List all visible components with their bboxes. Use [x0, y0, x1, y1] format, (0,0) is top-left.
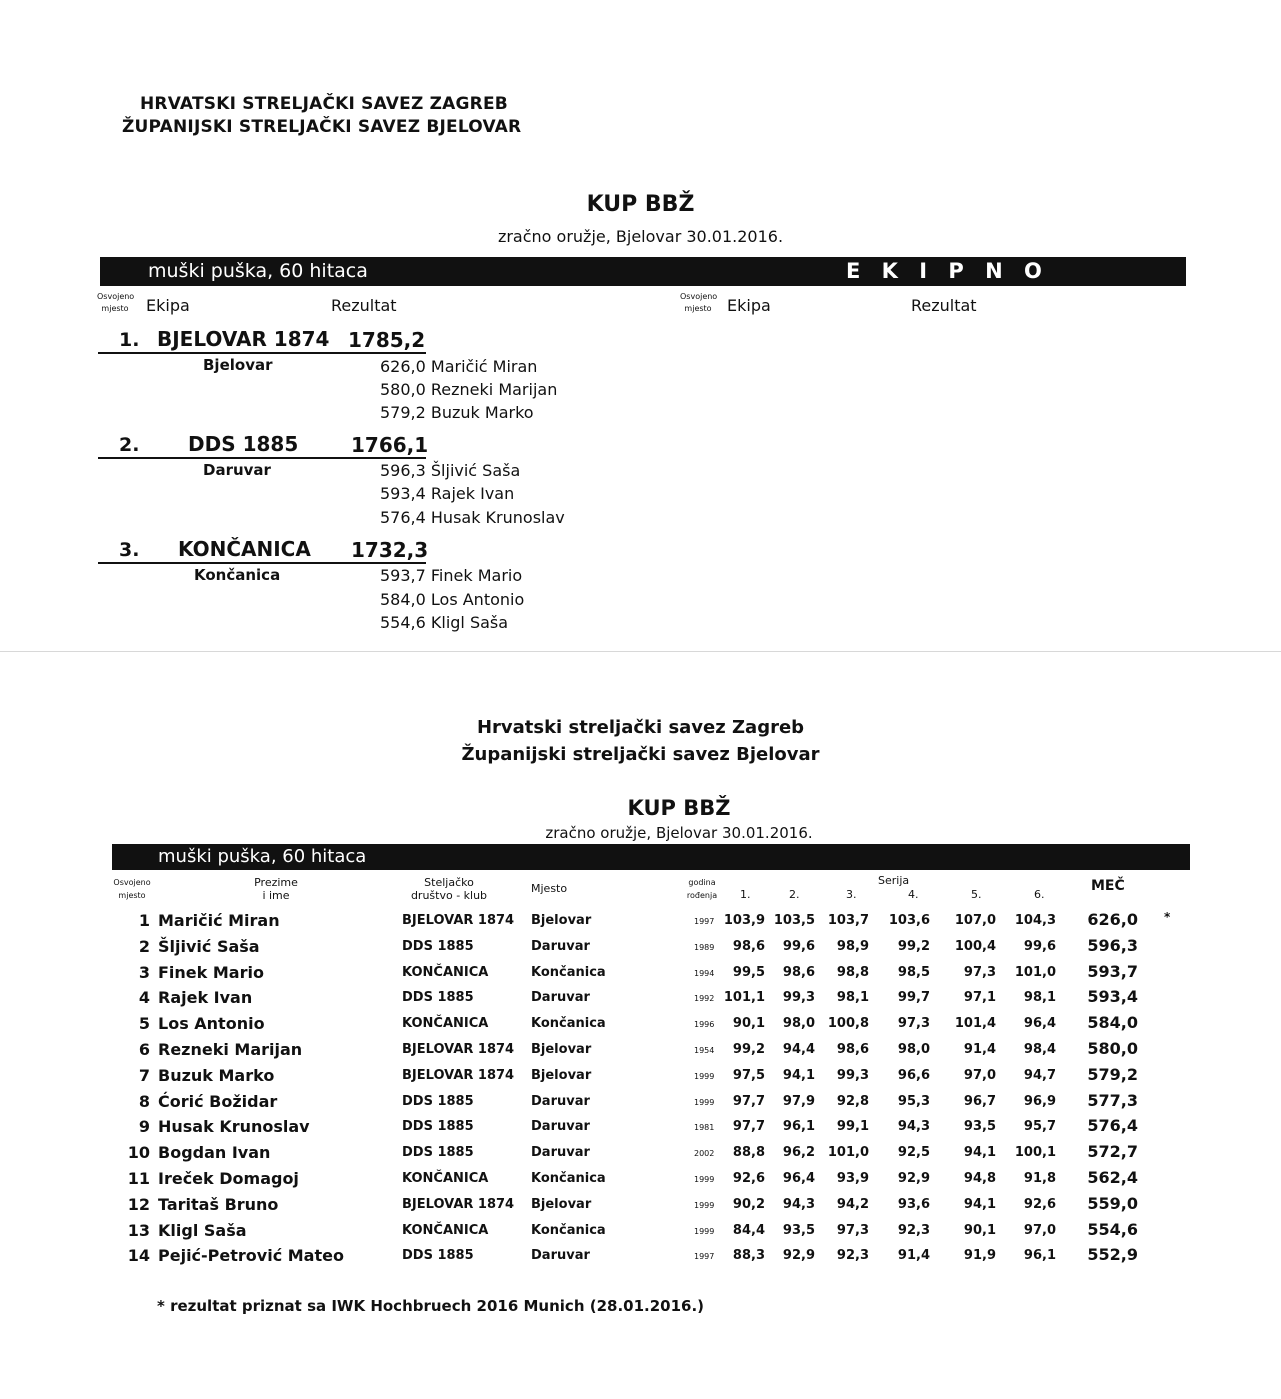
row-series-3: 98,6: [836, 1042, 869, 1057]
col-place-header-right: Osvojeno mjesto: [680, 292, 718, 313]
row-series-2: 94,3: [782, 1197, 815, 1212]
team-city: Daruvar: [203, 461, 271, 479]
page-title-lower: KUP BBŽ: [627, 796, 731, 820]
row-series-3: 98,8: [836, 965, 869, 980]
row-series-5: 91,4: [963, 1042, 996, 1057]
row-year: 1999: [694, 1072, 715, 1081]
row-series-3: 98,1: [836, 990, 869, 1005]
row-year: 1989: [694, 943, 715, 952]
row-city: Daruvar: [531, 1145, 590, 1160]
row-series-5: 97,1: [963, 990, 996, 1005]
row-total: 576,4: [1087, 1116, 1138, 1135]
row-series-5: 100,4: [954, 939, 996, 954]
row-club: BJELOVAR 1874: [402, 913, 515, 928]
row-series-4: 92,5: [897, 1145, 930, 1160]
row-total: 593,7: [1087, 962, 1138, 981]
row-name: Los Antonio: [158, 1014, 265, 1033]
table-row: [0, 1116, 1281, 1142]
th-club: Steljačko društvo - klub: [410, 876, 488, 902]
row-rank: 5: [138, 1014, 150, 1033]
row-rank: 3: [138, 963, 150, 982]
th-s3: 3.: [846, 888, 857, 901]
row-series-4: 94,3: [897, 1119, 930, 1134]
row-series-2: 97,9: [782, 1094, 815, 1109]
org-line-2: ŽUPANIJSKI STRELJAČKI SAVEZ BJELOVAR: [122, 117, 522, 137]
row-series-6: 98,1: [1023, 990, 1056, 1005]
row-year: 1996: [694, 1020, 715, 1029]
row-series-3: 99,3: [836, 1068, 869, 1083]
row-club: KONČANICA: [402, 1016, 489, 1031]
team-rank: 2.: [119, 434, 140, 456]
row-series-1: 84,4: [732, 1223, 765, 1238]
team-member: 626,0 Maričić Miran: [380, 357, 538, 376]
row-rank: 1: [138, 911, 150, 930]
row-series-3: 100,8: [827, 1016, 869, 1031]
row-name: Taritaš Bruno: [158, 1195, 279, 1214]
row-series-1: 88,8: [732, 1145, 765, 1160]
row-series-5: 97,0: [963, 1068, 996, 1083]
row-year: 1999: [694, 1227, 715, 1236]
th-s4: 4.: [908, 888, 919, 901]
row-club: DDS 1885: [402, 990, 474, 1005]
row-series-1: 103,9: [723, 913, 765, 928]
row-series-5: 94,8: [963, 1171, 996, 1186]
row-year: 1997: [694, 917, 715, 926]
row-series-1: 99,2: [732, 1042, 765, 1057]
row-total: 562,4: [1087, 1168, 1138, 1187]
row-series-6: 100,1: [1014, 1145, 1056, 1160]
org-line-2-lower: Županijski streljački savez Bjelovar: [461, 744, 820, 765]
team-member: 576,4 Husak Krunoslav: [380, 508, 565, 527]
row-city: Bjelovar: [531, 1042, 592, 1057]
row-name: Pejić-Petrović Mateo: [158, 1246, 344, 1265]
row-series-4: 93,6: [897, 1197, 930, 1212]
row-year: 1981: [694, 1123, 715, 1132]
table-row: [0, 936, 1281, 962]
row-name: Ćorić Božidar: [158, 1092, 278, 1111]
row-city: Končanica: [531, 1016, 606, 1031]
team-name: DDS 1885: [188, 432, 299, 456]
row-series-5: 97,3: [963, 965, 996, 980]
row-city: Daruvar: [531, 990, 590, 1005]
row-series-3: 93,9: [836, 1171, 869, 1186]
row-rank: 9: [138, 1117, 150, 1136]
table-row: [0, 1168, 1281, 1194]
row-name: Rajek Ivan: [158, 988, 253, 1007]
row-series-6: 96,4: [1023, 1016, 1056, 1031]
row-series-2: 93,5: [782, 1223, 815, 1238]
row-club: DDS 1885: [402, 1248, 474, 1263]
row-rank: 13: [127, 1221, 150, 1240]
row-club: KONČANICA: [402, 1171, 489, 1186]
table-row: [0, 987, 1281, 1013]
row-rank: 12: [127, 1195, 150, 1214]
row-series-3: 103,7: [827, 913, 869, 928]
th-s1: 1.: [740, 888, 751, 901]
row-club: BJELOVAR 1874: [402, 1197, 515, 1212]
row-city: Daruvar: [531, 1248, 590, 1263]
row-series-2: 103,5: [773, 913, 815, 928]
row-series-4: 98,5: [897, 965, 930, 980]
th-s5: 5.: [971, 888, 982, 901]
row-rank: 11: [127, 1169, 150, 1188]
team-total: 1785,2: [348, 328, 426, 352]
row-series-1: 101,1: [723, 990, 765, 1005]
th-place: Osvojeno mjesto: [113, 878, 151, 900]
row-series-3: 92,8: [836, 1094, 869, 1109]
team-city: Končanica: [194, 566, 281, 584]
row-series-3: 92,3: [836, 1248, 869, 1263]
row-city: Bjelovar: [531, 1197, 592, 1212]
col-team-header: Ekipa: [146, 296, 190, 315]
row-club: DDS 1885: [402, 1145, 474, 1160]
row-series-3: 98,9: [836, 939, 869, 954]
row-series-6: 95,7: [1023, 1119, 1056, 1134]
row-club: DDS 1885: [402, 1119, 474, 1134]
page-subtitle-lower: zračno oružje, Bjelovar 30.01.2016.: [545, 824, 813, 842]
table-row: [0, 1142, 1281, 1168]
th-s2: 2.: [789, 888, 800, 901]
team-rank: 1.: [119, 329, 140, 351]
col-place-header: Osvojeno mjesto: [97, 292, 135, 313]
row-series-1: 97,5: [732, 1068, 765, 1083]
row-rank: 8: [138, 1092, 150, 1111]
row-series-6: 96,1: [1023, 1248, 1056, 1263]
row-series-1: 97,7: [732, 1094, 765, 1109]
table-row: [0, 910, 1281, 936]
th-name: Prezime i ime: [254, 876, 298, 902]
row-rank: 4: [138, 988, 150, 1007]
row-series-6: 104,3: [1014, 913, 1056, 928]
table-row: [0, 1039, 1281, 1065]
row-series-4: 96,6: [897, 1068, 930, 1083]
table-row: [0, 1245, 1281, 1271]
row-series-2: 96,2: [782, 1145, 815, 1160]
col-result-header-right: Rezultat: [911, 296, 977, 315]
row-mark: *: [1164, 910, 1171, 924]
row-series-6: 101,0: [1014, 965, 1056, 980]
page-separator: [0, 651, 1281, 652]
row-series-1: 92,6: [732, 1171, 765, 1186]
row-series-2: 98,0: [782, 1016, 815, 1031]
row-rank: 10: [127, 1143, 150, 1162]
row-year: 1997: [694, 1252, 715, 1261]
col-team-header-right: Ekipa: [727, 296, 771, 315]
team-total: 1766,1: [351, 433, 429, 457]
category-label: muški puška, 60 hitaca: [148, 260, 368, 282]
row-total: 552,9: [1087, 1245, 1138, 1264]
row-series-5: 93,5: [963, 1119, 996, 1134]
row-series-6: 99,6: [1023, 939, 1056, 954]
page-title: KUP BBŽ: [586, 192, 695, 217]
col-result-header: Rezultat: [331, 296, 397, 315]
page-subtitle: zračno oružje, Bjelovar 30.01.2016.: [497, 227, 784, 246]
row-club: BJELOVAR 1874: [402, 1068, 515, 1083]
team-member: 580,0 Rezneki Marijan: [380, 380, 558, 399]
row-series-1: 90,1: [732, 1016, 765, 1031]
table-row: [0, 1013, 1281, 1039]
row-series-4: 95,3: [897, 1094, 930, 1109]
row-total: 559,0: [1087, 1194, 1138, 1213]
row-series-5: 96,7: [963, 1094, 996, 1109]
team-name: KONČANICA: [178, 537, 311, 561]
team-underline: [98, 562, 426, 564]
row-series-6: 94,7: [1023, 1068, 1056, 1083]
row-series-5: 90,1: [963, 1223, 996, 1238]
row-year: 1954: [694, 1046, 715, 1055]
row-series-4: 92,9: [897, 1171, 930, 1186]
row-club: DDS 1885: [402, 1094, 474, 1109]
row-series-3: 94,2: [836, 1197, 869, 1212]
row-rank: 14: [127, 1246, 150, 1265]
row-series-2: 99,6: [782, 939, 815, 954]
row-club: KONČANICA: [402, 1223, 489, 1238]
row-total: 577,3: [1087, 1091, 1138, 1110]
row-city: Bjelovar: [531, 913, 592, 928]
table-row: [0, 1220, 1281, 1246]
row-series-4: 92,3: [897, 1223, 930, 1238]
th-city: Mjesto: [531, 882, 568, 895]
row-series-4: 99,7: [897, 990, 930, 1005]
row-series-3: 101,0: [827, 1145, 869, 1160]
row-series-6: 97,0: [1023, 1223, 1056, 1238]
th-year: godina rođenja: [686, 878, 718, 900]
row-name: Kligl Saša: [158, 1221, 247, 1240]
team-member: 579,2 Buzuk Marko: [380, 403, 534, 422]
row-series-1: 99,5: [732, 965, 765, 980]
team-rank: 3.: [119, 539, 140, 561]
team-member: 554,6 Kligl Saša: [380, 613, 509, 632]
row-series-4: 91,4: [897, 1248, 930, 1263]
row-club: BJELOVAR 1874: [402, 1042, 515, 1057]
row-series-4: 98,0: [897, 1042, 930, 1057]
row-rank: 2: [138, 937, 150, 956]
row-city: Daruvar: [531, 1119, 590, 1134]
row-series-3: 99,1: [836, 1119, 869, 1134]
team-mode-label: E K I P N O: [846, 259, 1049, 283]
row-series-1: 97,7: [732, 1119, 765, 1134]
row-series-1: 88,3: [732, 1248, 765, 1263]
row-total: 596,3: [1087, 936, 1138, 955]
row-city: Daruvar: [531, 939, 590, 954]
row-year: 1992: [694, 994, 715, 1003]
row-series-2: 94,1: [782, 1068, 815, 1083]
row-year: 2002: [694, 1149, 715, 1158]
row-series-4: 97,3: [897, 1016, 930, 1031]
row-year: 1999: [694, 1175, 715, 1184]
row-series-6: 91,8: [1023, 1171, 1056, 1186]
team-member: 593,7 Finek Mario: [380, 566, 523, 585]
row-total: 572,7: [1087, 1142, 1138, 1161]
row-city: Bjelovar: [531, 1068, 592, 1083]
team-city: Bjelovar: [203, 356, 273, 374]
row-year: 1999: [694, 1098, 715, 1107]
team-underline: [98, 352, 426, 354]
row-series-5: 107,0: [954, 913, 996, 928]
row-series-2: 92,9: [782, 1248, 815, 1263]
team-underline: [98, 457, 426, 459]
row-name: Buzuk Marko: [158, 1066, 275, 1085]
row-club: DDS 1885: [402, 939, 474, 954]
category-bar-lower: [112, 844, 1190, 870]
table-row: [0, 1065, 1281, 1091]
row-series-2: 94,4: [782, 1042, 815, 1057]
row-series-2: 98,6: [782, 965, 815, 980]
row-series-4: 103,6: [888, 913, 930, 928]
org-line-1: HRVATSKI STRELJAČKI SAVEZ ZAGREB: [140, 94, 508, 114]
row-city: Končanica: [531, 1171, 606, 1186]
row-name: Bogdan Ivan: [158, 1143, 271, 1162]
footnote: * rezultat priznat sa IWK Hochbruech 2016 Munich (28.01.2016.): [157, 1297, 705, 1315]
row-series-2: 96,4: [782, 1171, 815, 1186]
row-rank: 7: [138, 1066, 150, 1085]
row-year: 1994: [694, 969, 715, 978]
row-rank: 6: [138, 1040, 150, 1059]
row-series-5: 94,1: [963, 1197, 996, 1212]
row-name: Husak Krunoslav: [158, 1117, 310, 1136]
row-city: Končanica: [531, 1223, 606, 1238]
team-member: 584,0 Los Antonio: [380, 590, 525, 609]
row-total: 579,2: [1087, 1065, 1138, 1084]
row-city: Končanica: [531, 965, 606, 980]
row-series-2: 96,1: [782, 1119, 815, 1134]
row-series-1: 98,6: [732, 939, 765, 954]
row-series-4: 99,2: [897, 939, 930, 954]
table-row: [0, 962, 1281, 988]
row-series-5: 91,9: [963, 1248, 996, 1263]
row-name: Rezneki Marijan: [158, 1040, 303, 1059]
row-total: 554,6: [1087, 1220, 1138, 1239]
row-total: 626,0: [1087, 910, 1138, 929]
category-bar: [100, 257, 1186, 286]
row-series-6: 92,6: [1023, 1197, 1056, 1212]
table-row: [0, 1091, 1281, 1117]
th-series: Serija: [878, 874, 910, 887]
row-name: Finek Mario: [158, 963, 264, 982]
row-series-6: 98,4: [1023, 1042, 1056, 1057]
team-member: 596,3 Šljivić Saša: [380, 461, 521, 480]
team-member: 593,4 Rajek Ivan: [380, 484, 515, 503]
row-name: Šljivić Saša: [158, 937, 260, 956]
row-year: 1999: [694, 1201, 715, 1210]
row-series-1: 90,2: [732, 1197, 765, 1212]
th-total: MEČ: [1091, 878, 1125, 894]
team-name: BJELOVAR 1874: [157, 327, 330, 351]
row-series-2: 99,3: [782, 990, 815, 1005]
category-label-lower: muški puška, 60 hitaca: [158, 846, 367, 867]
table-row: [0, 1194, 1281, 1220]
th-s6: 6.: [1034, 888, 1045, 901]
team-total: 1732,3: [351, 538, 429, 562]
row-total: 593,4: [1087, 987, 1138, 1006]
row-series-3: 97,3: [836, 1223, 869, 1238]
row-name: Ireček Domagoj: [158, 1169, 299, 1188]
row-series-6: 96,9: [1023, 1094, 1056, 1109]
row-city: Daruvar: [531, 1094, 590, 1109]
row-total: 580,0: [1087, 1039, 1138, 1058]
row-name: Maričić Miran: [158, 911, 280, 930]
row-total: 584,0: [1087, 1013, 1138, 1032]
org-line-1-lower: Hrvatski streljački savez Zagreb: [476, 717, 805, 738]
row-series-5: 101,4: [954, 1016, 996, 1031]
row-club: KONČANICA: [402, 965, 489, 980]
row-series-5: 94,1: [963, 1145, 996, 1160]
